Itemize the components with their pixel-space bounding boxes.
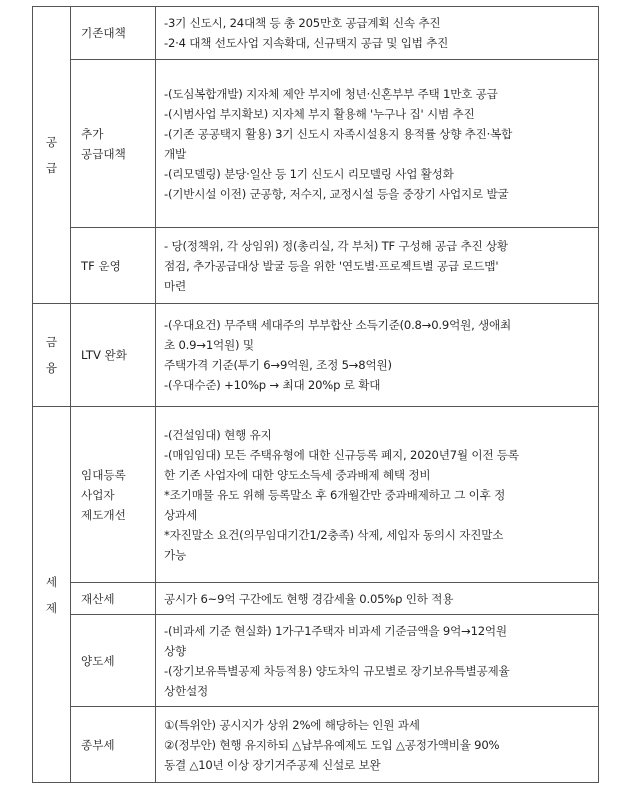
- content-line: -(기존 공공택지 활용) 3기 신도시 자족시설용지 용적률 상향 추진·복합: [164, 126, 513, 141]
- category-cell-finance: [33, 304, 71, 407]
- row-label: 재산세: [81, 591, 115, 606]
- category-cell-tax: [33, 407, 71, 783]
- row-content-cell: [156, 7, 599, 60]
- row-label: 임대등록: [81, 467, 126, 482]
- row-label: 추가: [81, 126, 104, 141]
- category-label: 금: [45, 335, 58, 349]
- content-line: 한 기존 사업자에 대한 양도소득세 중과배제 혜택 정비: [164, 467, 431, 482]
- category-cell-supply: [33, 7, 71, 304]
- content-line: -(도심복합개발) 지자체 제안 부지에 청년·신혼부부 주택 1만호 공급: [164, 86, 498, 101]
- content-line: 주택가격 기준(투기 6→9억원, 조정 5→8억원): [164, 358, 392, 372]
- row-label-cell: [71, 228, 156, 304]
- content-line: -(리모델링) 분당·일산 등 1기 신도시 리모델링 사업 활성화: [164, 166, 454, 181]
- row-content-cell: [156, 60, 599, 228]
- row-label-cell: [71, 7, 156, 60]
- content-line: -(시범사업 부지확보) 지자체 부지 활용해 '누구나 집' 시범 추진: [164, 106, 475, 121]
- category-label: 공: [45, 135, 58, 149]
- content-line: 초 0.9→1억원) 및: [164, 338, 254, 352]
- table-row: [33, 228, 599, 304]
- content-line: ②(정부안) 현행 유지하되 △납부유예제도 도입 △공정가액비율 90%: [164, 737, 500, 752]
- row-content-cell: [156, 615, 599, 707]
- row-label: 공급대책: [81, 146, 126, 161]
- row-label: 기존대책: [81, 26, 126, 40]
- row-label-cell: [71, 707, 156, 783]
- table-row: [33, 7, 599, 60]
- table-row: [33, 615, 599, 707]
- row-content-cell: [156, 228, 599, 304]
- content-line: -(비과세 기준 현실화) 1가구1주택자 비과세 기준금액을 9억→12억원: [164, 623, 507, 638]
- row-label: LTV 완화: [81, 348, 127, 362]
- content-line: -(장기보유특별공제 차등적용) 양도차익 규모별로 장기보유특별공제율: [164, 663, 510, 678]
- content-line: *자진말소 요건(의무임대기간1/2충족) 삭제, 세입자 동의시 자진말소: [164, 527, 504, 542]
- table-row: [33, 583, 599, 615]
- table-row: [33, 304, 599, 407]
- content-line: -(기반시설 이전) 군공항, 저수지, 교정시설 등을 중장기 사업지로 발굴: [164, 186, 509, 201]
- content-line: -3기 신도시, 24대책 등 총 205만호 공급계획 신속 추진: [164, 16, 441, 30]
- content-line: -2·4 대책 선도사업 지속확대, 신규택지 공급 및 입법 추진: [164, 36, 449, 50]
- row-label: TF 운영: [81, 258, 121, 273]
- content-line: *조기매물 유도 위해 등록말소 후 6개월간만 중과배제하고 그 이후 정: [164, 487, 506, 502]
- row-label-cell: [71, 583, 156, 615]
- content-line: 상한설정: [164, 683, 208, 698]
- table-row: [33, 707, 599, 783]
- content-line: -(우대요건) 무주택 세대주의 부부합산 소득기준(0.8→0.9억원, 생애최: [164, 318, 512, 332]
- content-line: -(우대수준) +10%p → 최대 20%p 로 확대: [164, 378, 381, 392]
- row-label-cell: [71, 60, 156, 228]
- content-line: - 당(정책위, 각 상임위) 정(총리실, 각 부처) TF 구성해 공급 추진 상황: [164, 238, 508, 253]
- row-label: 양도세: [81, 653, 115, 668]
- row-content-cell: [156, 583, 599, 615]
- content-line: 점검, 추가공급대상 발굴 등을 위한 '연도별·프로젝트별 공급 로드맵': [164, 258, 499, 273]
- content-line: 상향: [164, 643, 186, 658]
- content-line: ①(특위안) 공시지가 상위 2%에 해당하는 인원 과세: [164, 717, 420, 732]
- row-label: 종부세: [81, 737, 115, 752]
- category-label: 세: [45, 574, 58, 589]
- content-line: -(매임임대) 모든 주택유형에 대한 신규등록 폐지, 2020년7월 이전 등록: [164, 447, 519, 462]
- row-content-cell: [156, 707, 599, 783]
- content-line: -(건설임대) 현행 유지: [164, 427, 272, 442]
- category-label: 급: [45, 161, 58, 175]
- content-line: 가능: [164, 547, 186, 562]
- row-content-cell: [156, 304, 599, 407]
- content-line: 동결 △10년 이상 장기거주공제 신설로 보완: [164, 757, 381, 772]
- row-label-cell: [71, 304, 156, 407]
- table-row: [33, 60, 599, 228]
- content-line: 상과세: [164, 507, 197, 522]
- row-label: 사업자: [81, 487, 115, 502]
- category-label: 제: [45, 600, 58, 615]
- row-label: 제도개선: [81, 507, 126, 522]
- row-label-cell: [71, 407, 156, 583]
- content-line: 공시가 6~9억 구간에도 현행 경감세율 0.05%p 인하 적용: [164, 591, 454, 606]
- content-line: 개발: [164, 146, 186, 161]
- policy-table: [32, 6, 599, 783]
- content-line: 마련: [164, 278, 186, 293]
- row-content-cell: [156, 407, 599, 583]
- table-row: [33, 407, 599, 583]
- category-label: 융: [45, 361, 58, 375]
- row-label-cell: [71, 615, 156, 707]
